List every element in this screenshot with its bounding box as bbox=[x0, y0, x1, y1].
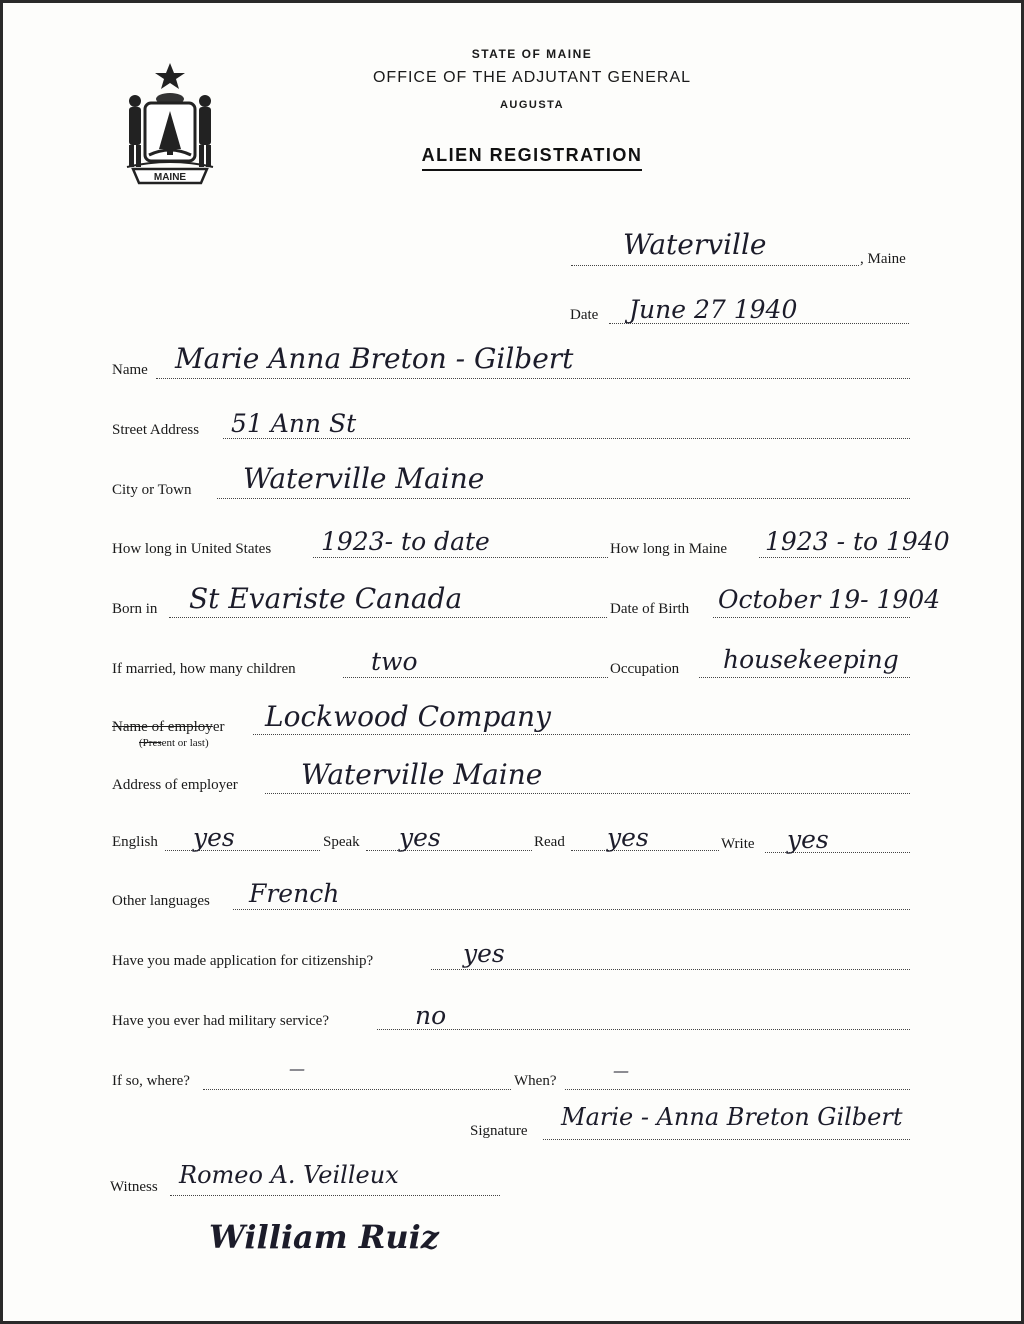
state-heading: STATE OF MAINE bbox=[471, 47, 593, 61]
place-value: Waterville bbox=[623, 228, 767, 261]
birthplace-value: St Evariste Canada bbox=[189, 582, 463, 615]
read-label: Read bbox=[534, 834, 565, 850]
english-value: yes bbox=[193, 823, 235, 852]
signature-label: Signature bbox=[470, 1123, 528, 1139]
where-label: If so, where? bbox=[112, 1073, 190, 1089]
children-value: two bbox=[371, 647, 418, 676]
date-value: June 27 1940 bbox=[629, 295, 798, 324]
other-languages-value: French bbox=[249, 879, 340, 908]
name-label: Name bbox=[112, 362, 148, 378]
us-duration-label: How long in United States bbox=[112, 541, 272, 557]
city-value: Waterville Maine bbox=[243, 462, 485, 495]
registration-form bbox=[3, 3, 1021, 1321]
form-title: ALIEN REGISTRATION bbox=[422, 145, 643, 171]
military-label: Have you ever had military service? bbox=[112, 1013, 329, 1029]
office-heading: OFFICE OF THE ADJUTANT GENERAL bbox=[372, 69, 692, 86]
when-value: — bbox=[613, 1061, 629, 1080]
citizenship-value: yes bbox=[463, 939, 505, 968]
street-label: Street Address bbox=[112, 422, 200, 438]
employer-address-value: Waterville Maine bbox=[301, 758, 543, 791]
when-label: When? bbox=[514, 1073, 557, 1089]
witness-label: Witness bbox=[110, 1179, 158, 1195]
place-suffix: , Maine bbox=[860, 251, 906, 267]
military-value: no bbox=[415, 1001, 447, 1030]
employer-label: Name of employer bbox=[112, 719, 225, 735]
city-label: City or Town bbox=[112, 482, 192, 498]
birthplace-label: Born in bbox=[112, 601, 158, 617]
maine-duration-label: How long in Maine bbox=[610, 541, 728, 557]
write-label: Write bbox=[721, 836, 755, 852]
read-value: yes bbox=[607, 823, 649, 852]
signature-value: Marie - Anna Breton Gilbert bbox=[561, 1103, 903, 1131]
name-value: Marie Anna Breton - Gilbert bbox=[175, 342, 574, 375]
speak-label: Speak bbox=[323, 834, 360, 850]
seal-lettering: MAINE bbox=[153, 172, 187, 183]
street-value: 51 Ann St bbox=[231, 409, 357, 438]
maine-duration-value: 1923 - to 1940 bbox=[765, 527, 950, 556]
citizenship-label: Have you made application for citizenship? bbox=[112, 953, 374, 969]
write-value: yes bbox=[787, 825, 829, 854]
where-value: — bbox=[289, 1059, 305, 1078]
employer-address-label: Address of employer bbox=[112, 777, 238, 793]
english-label: English bbox=[112, 834, 158, 850]
witness-value: Romeo A. Veilleux bbox=[179, 1161, 399, 1189]
birth-date-value: October 19- 1904 bbox=[718, 585, 941, 614]
city-heading: AUGUSTA bbox=[499, 99, 565, 111]
birth-date-label: Date of Birth bbox=[610, 601, 690, 617]
second-witness-signature: William Ruiz bbox=[209, 1218, 439, 1256]
other-languages-label: Other languages bbox=[112, 893, 210, 909]
children-label: If married, how many children bbox=[112, 661, 296, 677]
speak-value: yes bbox=[399, 823, 441, 852]
occupation-label: Occupation bbox=[610, 661, 680, 677]
occupation-value: housekeeping bbox=[723, 645, 899, 674]
employer-sublabel: (Present or last) bbox=[139, 737, 209, 749]
employer-value: Lockwood Company bbox=[265, 700, 551, 733]
date-label: Date bbox=[570, 307, 599, 323]
us-duration-value: 1923- to date bbox=[321, 527, 490, 556]
